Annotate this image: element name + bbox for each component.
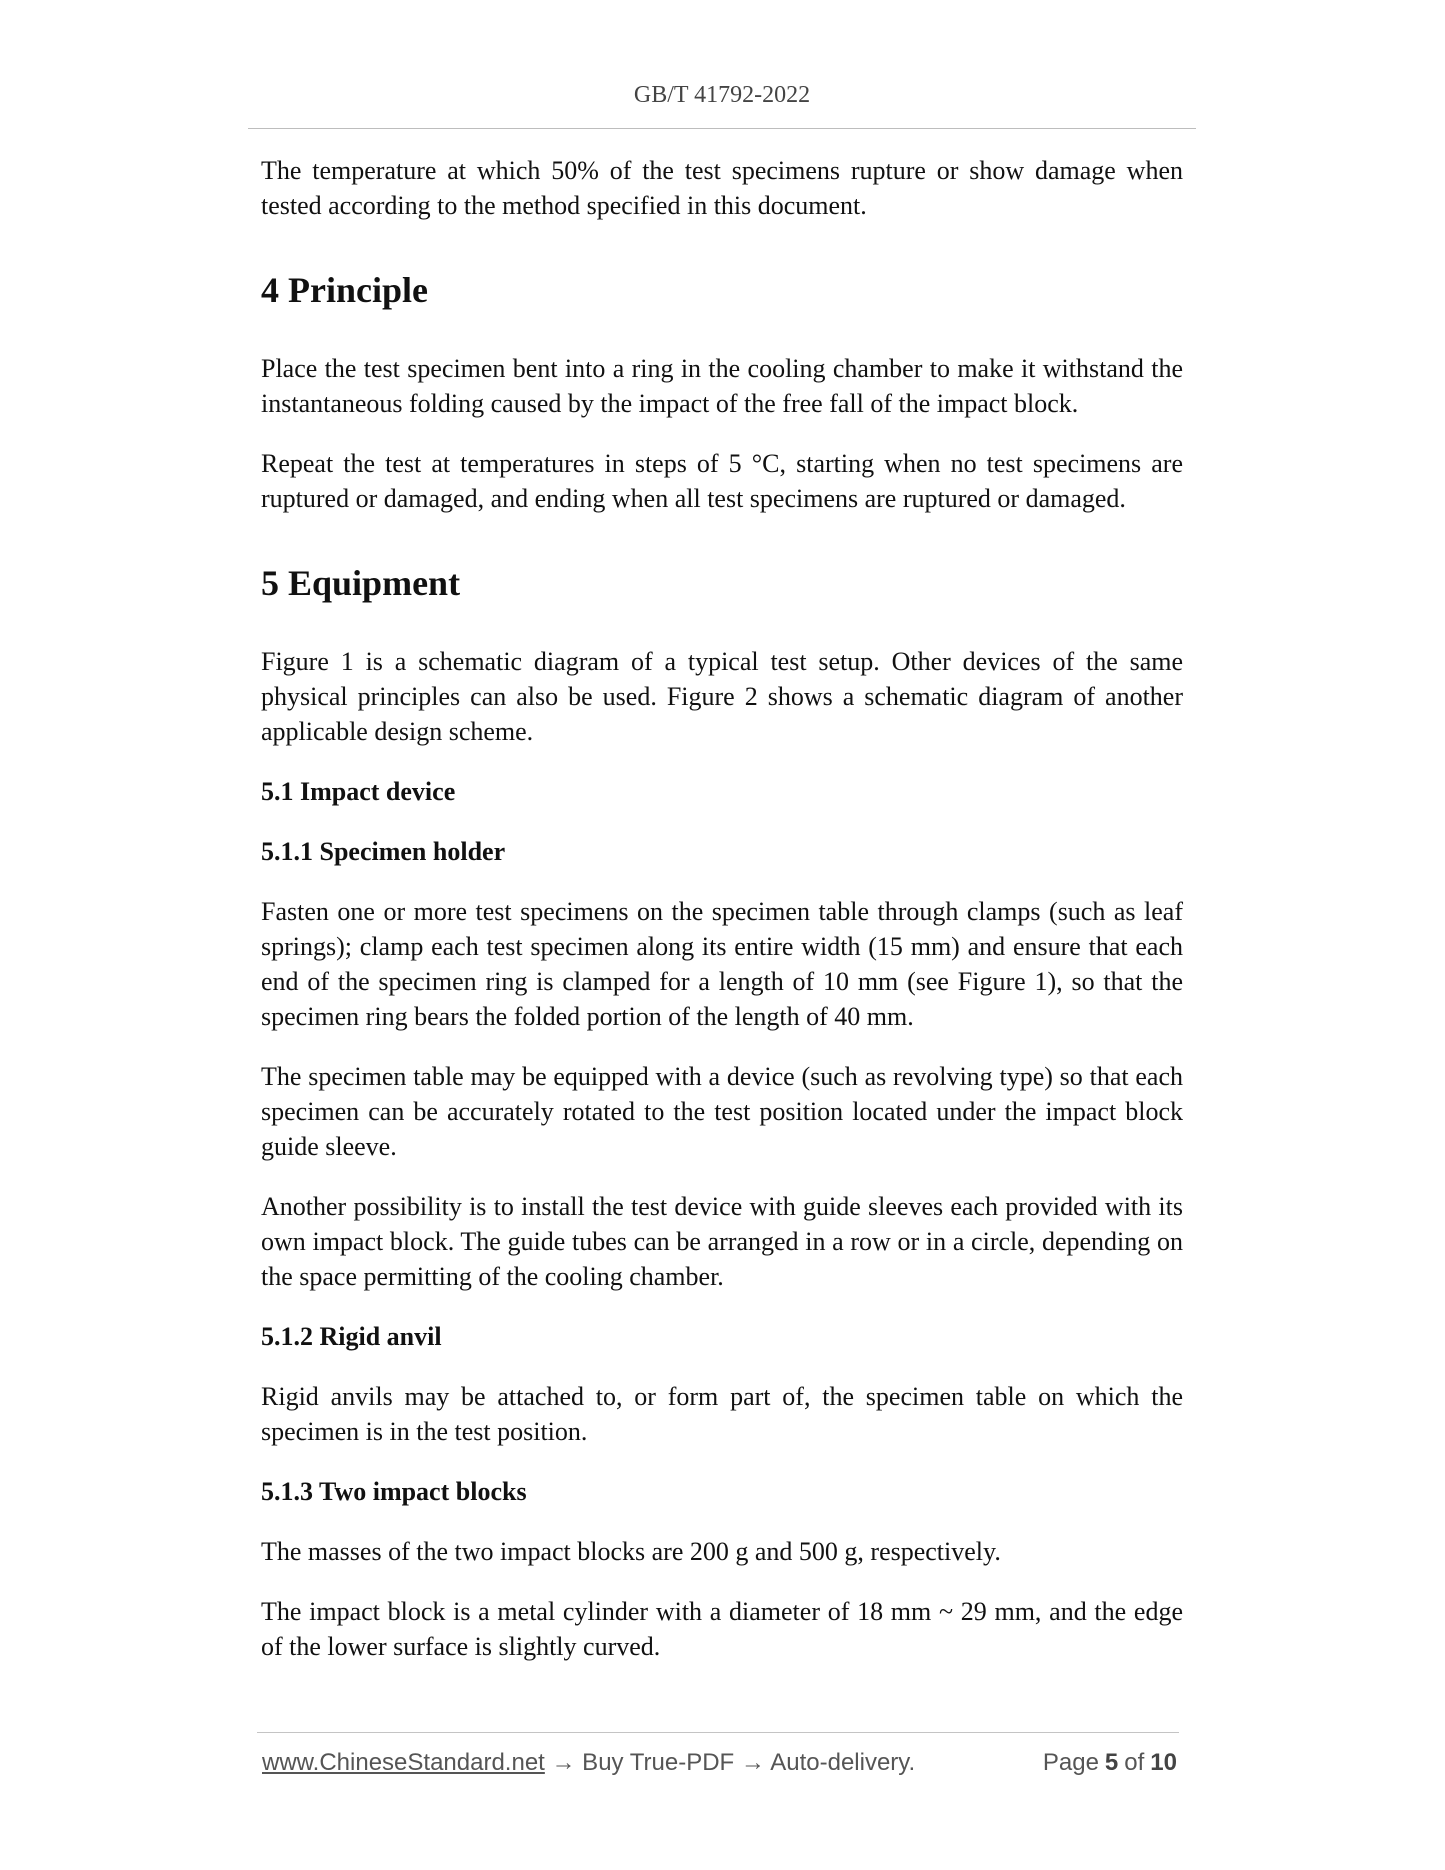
document-id: GB/T 41792-2022 (633, 82, 811, 108)
rigid-anvil-paragraph: Rigid anvils may be attached to, or form part of, the specimen table on which the specimen is in the test position. (261, 1382, 1183, 1446)
specimen-holder-paragraph-1: Fasten one or more test specimens on the specimen table through clamps (such as leaf springs); clamp each test specimen along its entire width (15 mm) and ensure that each end of the specimen ring is clamped for a length of 10 mm (see Figure 1), so that the specimen ring bears the folded portion of the length of 40 mm. (261, 897, 1183, 1031)
page-header (248, 80, 1196, 129)
footer-promo (262, 1747, 915, 1779)
impact-blocks-paragraph-1: The masses of the two impact blocks are 200 g and 500 g, respectively. (261, 1537, 1001, 1566)
principle-paragraph-1: Place the test specimen bent into a ring in the cooling chamber to make it withstand the instantaneous folding caused by the impact of the free fall of the impact block. (261, 354, 1183, 418)
page-number (1043, 1747, 1177, 1779)
specimen-holder-paragraph-3: Another possibility is to install the test device with guide sleeves each provided with its own impact block. The guide tubes can be arranged in a row or in a circle, depending on the space permitting of the cooling chamber. (261, 1192, 1183, 1291)
document-body (261, 153, 1183, 1689)
page-of: of (1124, 1749, 1145, 1776)
specimen-holder-paragraph-2: The specimen table may be equipped with a device (such as revolving type) so that each specimen can be accurately rotated to the test position located under the impact block guide sleeve. (261, 1062, 1183, 1161)
subsection-title-impact-blocks: 5.1.3 Two impact blocks (261, 1477, 527, 1506)
page-current: 5 (1104, 1749, 1119, 1776)
subsection-title-rigid-anvil: 5.1.2 Rigid anvil (261, 1322, 442, 1351)
intro-paragraph: The temperature at which 50% of the test specimens rupture or show damage when tested according to the method specified in this document. (261, 156, 1183, 220)
equipment-paragraph: Figure 1 is a schematic diagram of a typical test setup. Other devices of the same physical principles can also be used. Figure 2 shows a schematic diagram of another applicable design scheme. (261, 647, 1183, 746)
subsection-title-impact-device: 5.1 Impact device (261, 777, 456, 806)
page-total: 10 (1150, 1749, 1177, 1776)
website-link[interactable]: www.ChineseStandard.net (262, 1749, 545, 1776)
section-title-equipment: 5 Equipment (261, 563, 461, 603)
principle-paragraph-2: Repeat the test at temperatures in steps of 5 °C, starting when no test specimens are ruptured or damaged, and ending when all test specimens are ruptured or damaged. (261, 449, 1183, 513)
impact-blocks-paragraph-2: The impact block is a metal cylinder with a diameter of 18 mm ~ 29 mm, and the edge of the lower surface is slightly curved. (261, 1597, 1183, 1661)
page-label: Page (1042, 1749, 1099, 1776)
section-title-principle: 4 Principle (261, 270, 428, 310)
promo-text: → Buy True-PDF → Auto-delivery. (544, 1749, 916, 1776)
subsection-title-specimen-holder: 5.1.1 Specimen holder (261, 837, 506, 866)
page-footer (257, 1732, 1179, 1776)
